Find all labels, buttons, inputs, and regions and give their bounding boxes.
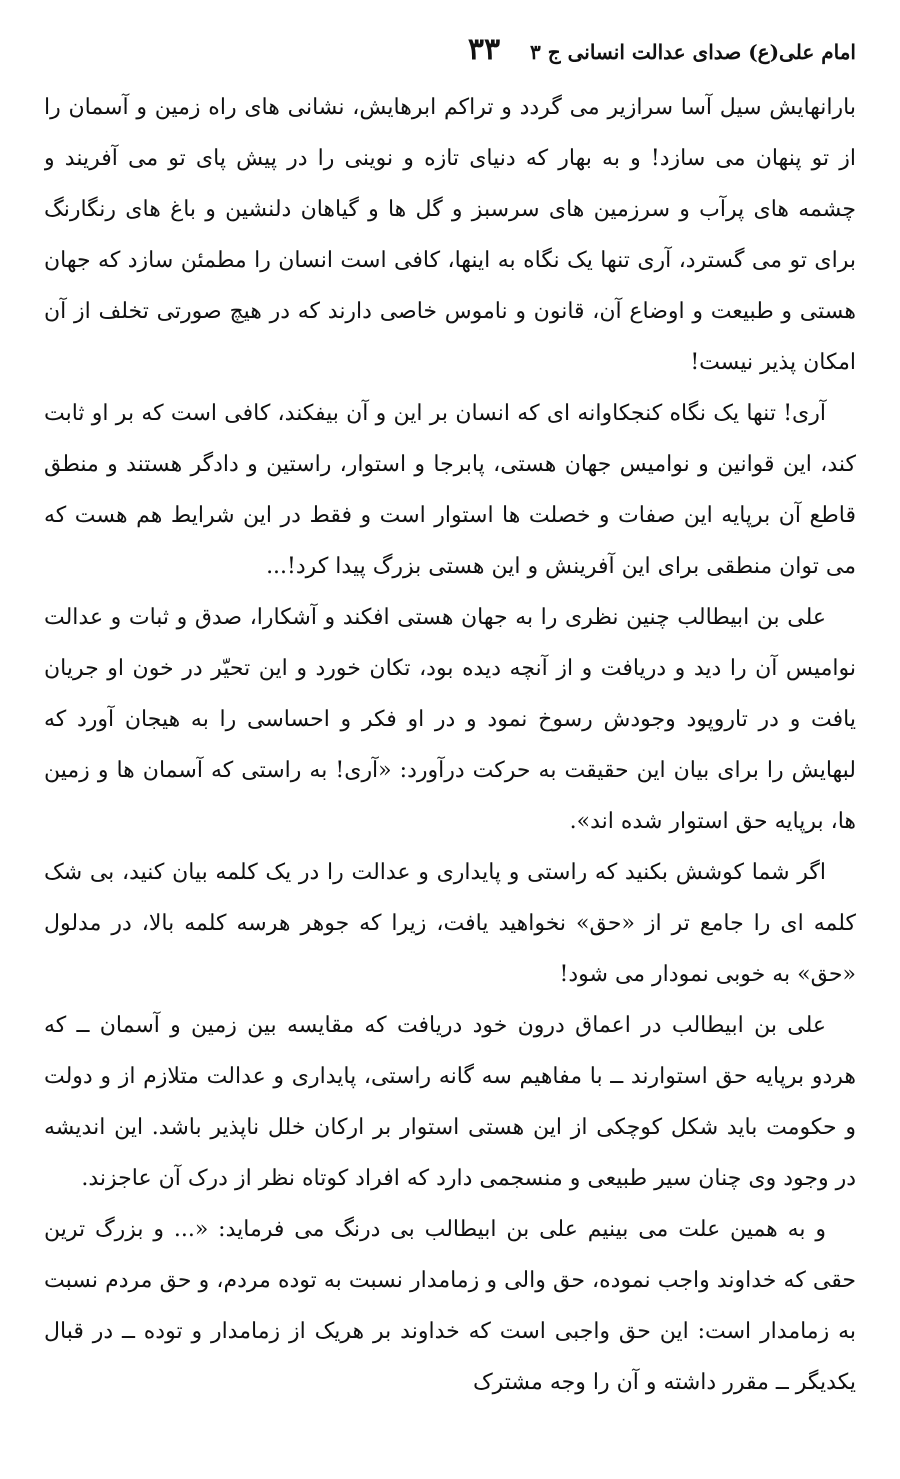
paragraph: آری! تنها یک نگاه کنجکاوانه ای که انسان بر این و آن بیفکند، کافی است که بر او ثابت کند، این قوانین و نوامیس جهان هستی، پابرجا و استوار، راستین و دادگر هستند و منطق قاطع آن برپایه این صفات و خصلت ها استوار است و فقط در این شرایط هم هست که می توان منطقی برای این آفرینش و این هستی بزرگ پیدا کرد!... xyxy=(44,401,856,579)
page-number: ۳۳ xyxy=(467,32,501,67)
paragraph: علی بن ابیطالب چنین نظری را به جهان هستی افکند و آشکارا، صدق و ثبات و عدالت نوامیس آن را دید و دریافت و از آنچه دیده بود، تکان خورد و این تحیّر در خون او جریان یافت و در تارو‌پود وجودش رسوخ نمود و در او فکر و احساسی را به هیجان آورد که لبهایش را برای بیان این حقیقت به حرکت درآورد: «آری! به راستی که آسمان ها و زمین ها، برپایه حق استوار شده اند». xyxy=(44,605,856,834)
paragraph: بارانهایش سیل آسا سرازیر می گردد و تراکم ابرهایش، نشانی های راه زمین و آسمان را از تو پنهان می سازد! و به بهار که دنیای تازه و نوینی را در پیش پای تو می آفریند و چشمه های پرآب و سرزمین های سرسبز و گل ها و گیاهان دلنشین و باغ های رنگارنگ برای تو می گسترد، آری تنها یک نگاه به اینها، کافی است انسان را مطمئن سازد که جهان هستی و طبیعت و اوضاع آن، قانون و ناموس خاصی دارند که در هیچ صورتی تخلف از آن امکان پذیر نیست! xyxy=(44,95,856,375)
book-title: امام علی(ع) صدای عدالت انسانی ج ۳ xyxy=(530,40,856,64)
paragraph: و به همین علت می بینیم علی بن ابیطالب بی درنگ می فرماید: «... و بزرگ ترین حقی که خداوند واجب نموده، حق والی و زمامدار نسبت به توده مردم، و حق مردم نسبت به زمامدار است: این حق واجبی است که خداوند بر هریک از زمامدار و توده ــ در قبال یکدیگر ــ مقرر داشته و آن را وجه مشترک xyxy=(44,1217,856,1395)
page-header xyxy=(44,30,856,74)
page-body xyxy=(44,82,856,1455)
paragraph: اگر شما کوشش بکنید که راستی و پایداری و عدالت را در یک کلمه بیان کنید، بی شک کلمه ای را جامع تر از «حق» نخواهید یافت، زیرا که جوهر هرسه کلمه بالا، در مدلول «حق» به خوبی نمودار می شود! xyxy=(44,860,856,987)
paragraph: علی بن ابیطالب در اعماق درون خود دریافت که مقایسه بین زمین و آسمان ــ که هردو برپایه حق استوارند ــ با مفاهیم سه گانه راستی، پایداری و عدالت متلازم از و دولت و حکومت باید شکل کوچکی از این هستی استوار بر ارکان خلل ناپذیر باشد. این اندیشه در وجود وی چنان سیر طبیعی و منسجمی دارد که افراد کوتاه نظر از درک آن عاجزند. xyxy=(44,1013,856,1191)
